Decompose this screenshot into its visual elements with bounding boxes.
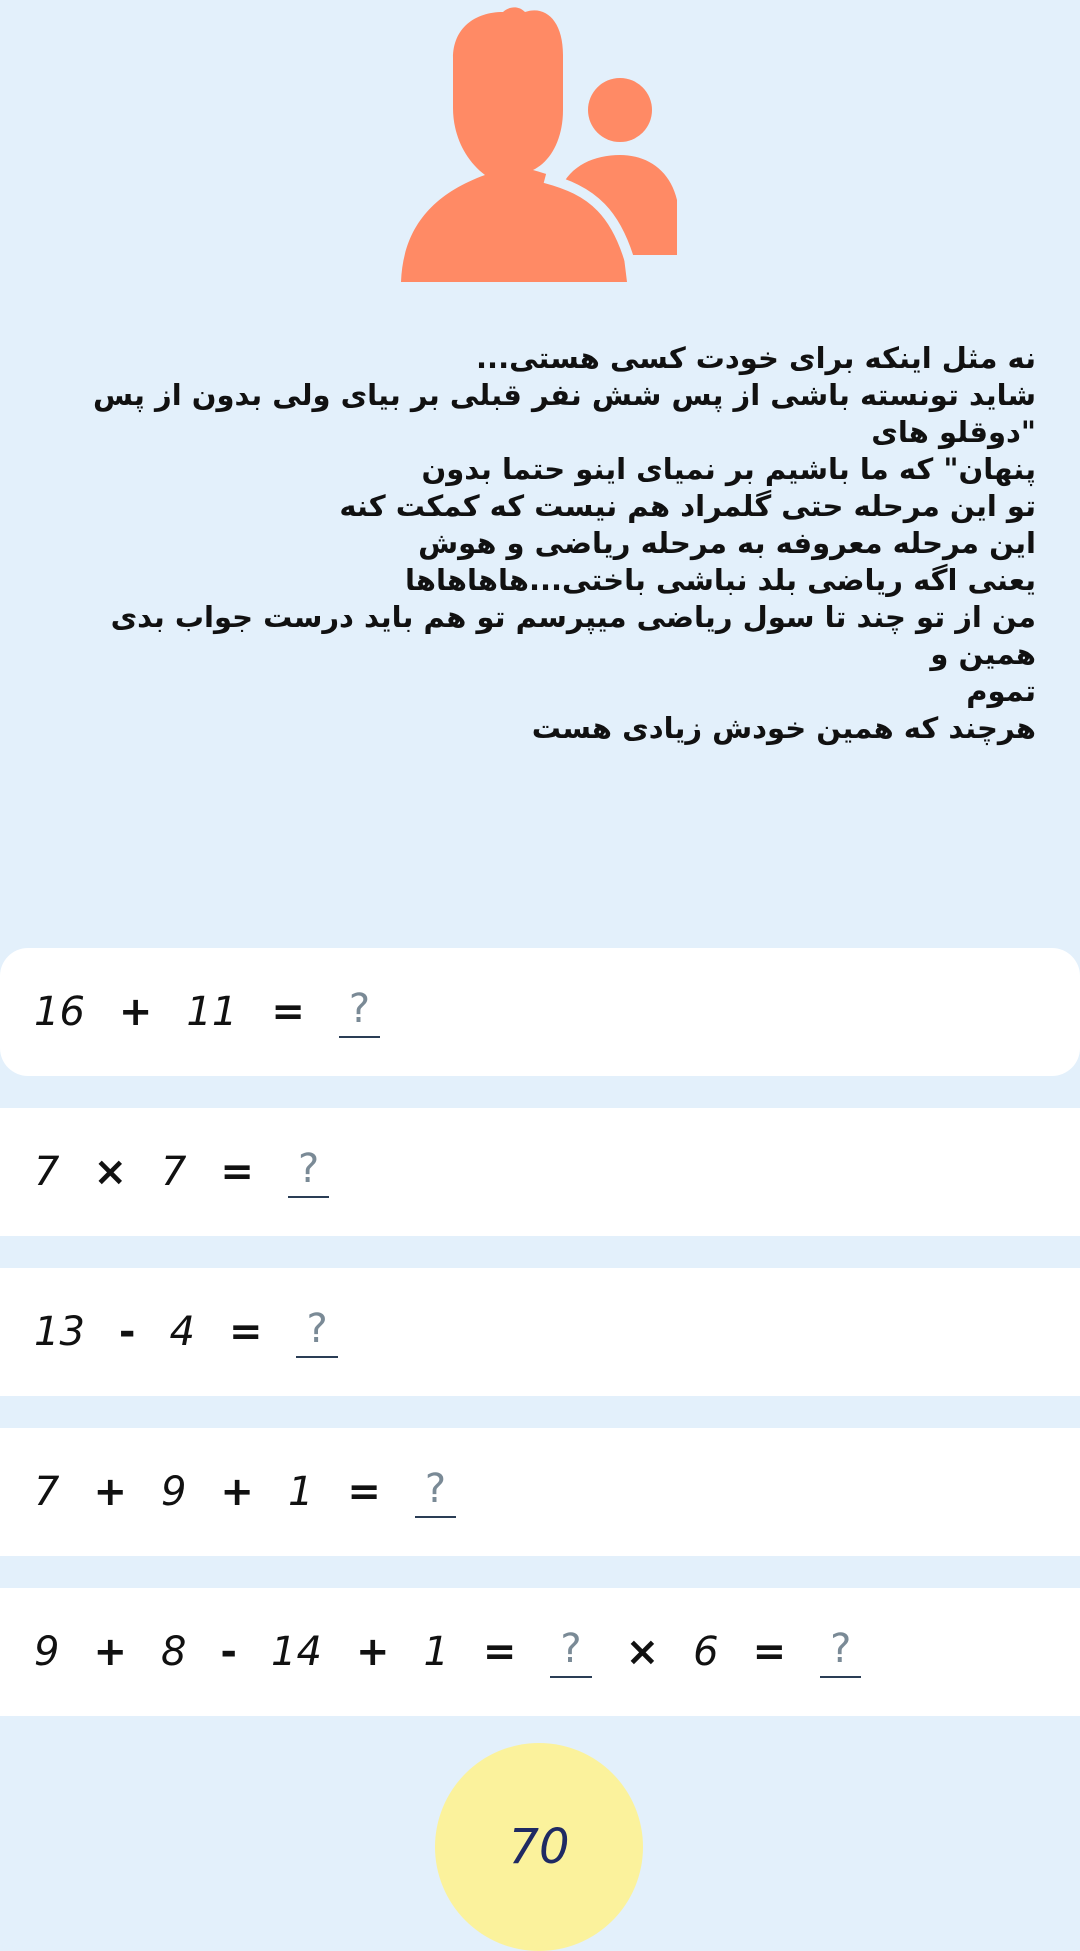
- number: 11: [186, 989, 238, 1035]
- operator: +: [118, 989, 153, 1035]
- number: 9: [160, 1469, 187, 1515]
- answer-blank[interactable]: ?: [296, 1306, 337, 1358]
- number: 1: [287, 1469, 314, 1515]
- answer-blank[interactable]: ?: [820, 1626, 861, 1678]
- story-line: تموم: [966, 674, 1036, 708]
- number: 9: [34, 1629, 60, 1675]
- story-line: هرچند که همین خودش زیادی هست: [531, 711, 1036, 745]
- operator: ×: [93, 1149, 127, 1195]
- number: 14: [271, 1629, 322, 1675]
- story-line: شاید تونسته باشی از پس شش نفر قبلی بر بیای ولی بدون از پس "دوقلو های: [93, 378, 1036, 449]
- operator: =: [271, 989, 305, 1035]
- number: 16: [34, 989, 85, 1035]
- answer-blank[interactable]: ?: [288, 1146, 329, 1198]
- number: 7: [160, 1149, 187, 1195]
- users-icon: [395, 0, 685, 290]
- operator: =: [228, 1309, 263, 1355]
- operator: =: [347, 1469, 381, 1515]
- operator: +: [220, 1469, 254, 1515]
- answer-blank[interactable]: ?: [339, 986, 380, 1038]
- story-line: من از تو چند تا سول ریاضی میپرسم تو هم باید درست جواب بدی همین و: [110, 600, 1036, 671]
- question-row: [0, 1108, 1080, 1236]
- number: 4: [169, 1309, 195, 1355]
- story-line: این مرحله معروفه به مرحله ریاضی و هوش: [418, 526, 1036, 560]
- story-line: نه مثل اینکه برای خودت کسی هستی...: [476, 341, 1036, 375]
- operator: -: [118, 1309, 136, 1355]
- number: 1: [423, 1629, 449, 1675]
- story-line: یعنی اگه ریاضی بلد نباشی باختی...هاهاهاها: [405, 563, 1036, 597]
- operator: +: [93, 1629, 127, 1675]
- answer-blank[interactable]: ?: [415, 1466, 456, 1518]
- story-line: پنهان" که ما باشیم بر نمیای اینو حتما بدون: [421, 452, 1036, 486]
- operator: =: [482, 1629, 517, 1675]
- number: 7: [34, 1149, 60, 1195]
- number: 7: [34, 1469, 60, 1515]
- number: 6: [693, 1629, 719, 1675]
- operator: +: [355, 1629, 390, 1675]
- question-row: [0, 1428, 1080, 1556]
- score-value: 70: [508, 1819, 570, 1875]
- story-text: [50, 340, 1036, 747]
- operator: =: [220, 1149, 254, 1195]
- operator: ×: [625, 1629, 660, 1675]
- story-line: تو این مرحله حتی گلمراد هم نیست که کمکت کنه: [339, 489, 1036, 523]
- question-row: [0, 1588, 1080, 1716]
- number: 13: [34, 1309, 85, 1355]
- operator: =: [752, 1629, 787, 1675]
- question-row: [0, 1268, 1080, 1396]
- answer-blank[interactable]: ?: [550, 1626, 591, 1678]
- operator: +: [93, 1469, 127, 1515]
- question-row: [0, 948, 1080, 1076]
- operator: -: [220, 1629, 238, 1675]
- number: 8: [160, 1629, 187, 1675]
